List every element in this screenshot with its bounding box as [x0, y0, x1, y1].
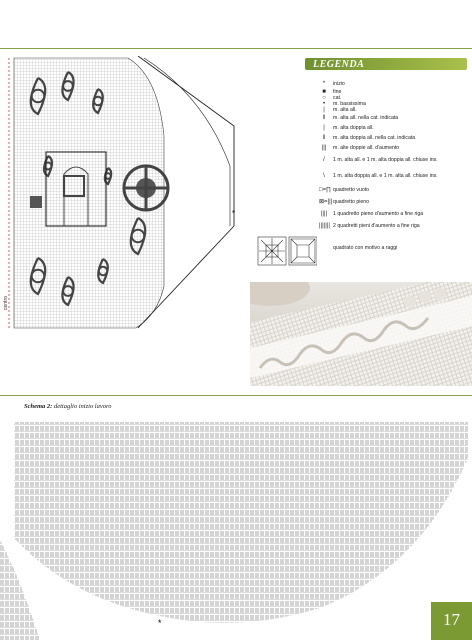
legend-item-label: fine [333, 89, 342, 95]
page-number: 17 [443, 610, 460, 629]
cluster-icon: / [323, 157, 325, 163]
asterisk-icon: * [322, 81, 326, 87]
legend-item-label: m. alte doppie all. d'aumento [333, 145, 400, 151]
increase-row-icon: ||||||| [319, 223, 330, 229]
stitch-icon: ‖ [322, 115, 326, 121]
section-divider [0, 395, 472, 396]
schema2-start-detail-chart [0, 418, 472, 640]
legend-item-label: cat. [333, 95, 342, 101]
cluster-icon: \ [323, 173, 325, 179]
stitch-icon: | [323, 125, 325, 131]
legend-item-label: inizio [333, 81, 345, 87]
schema2-title-rest: dettaglio inizio lavoro [52, 403, 112, 410]
filled-square-icon: ■ [322, 89, 326, 95]
legend-item-label: m. alta all. nella cat. indicata [333, 115, 399, 121]
legend-title: LEGENDA [313, 59, 365, 70]
increase-row-icon: |||| [320, 211, 328, 217]
legend-item-label: m. alta doppia all. [333, 125, 374, 131]
legend-item-label: quadretto vuoto [333, 187, 370, 193]
empty-square-icon: □=∏ [319, 187, 332, 193]
legend-item-label: m. bassissima [333, 101, 366, 107]
schema2-title-bold: Schema 2: [24, 403, 53, 410]
stitch-icon: ‖ [322, 135, 326, 141]
stitch-icon: | [323, 107, 325, 113]
legend-item-label: quadretto pieno [333, 199, 370, 205]
legend-item-label: 1 m. alta doppia all. e 1 m. alta all. chiuse ins. [333, 173, 438, 179]
chain-icon: ○ [322, 95, 326, 101]
lace-photo [250, 282, 472, 386]
start-asterisk-icon: * [232, 209, 236, 218]
legend-title-bar [305, 58, 467, 70]
start-asterisk-icon: * [158, 618, 162, 628]
legend [305, 58, 467, 268]
legend-item-label: quadrato con motivo a raggi [333, 245, 398, 251]
page-number-box [431, 602, 472, 640]
full-square-icon: ⊠=||| [319, 199, 333, 205]
legend-item-label: 1 quadretto pieno d'aumento a fine riga [333, 211, 424, 217]
top-divider [0, 48, 472, 49]
increase-icon: ||| [321, 145, 327, 151]
legend-item-label: m. alta all. [333, 107, 357, 113]
dot-icon: • [322, 101, 326, 107]
legend-item-label: m. alta doppia all. nella cat. indicata [333, 135, 416, 141]
legend-item-label: 2 quadretti pieni d'aumento a fine riga [333, 223, 420, 229]
radial-square-icon [257, 236, 317, 268]
legend-item-label: 1 m. alta all. e 1 m. alta doppia all. chiuse ins. [333, 157, 438, 163]
centro-label: centro [3, 296, 9, 310]
schema2-stitch-grid [0, 418, 472, 640]
rosette-motif [124, 166, 168, 210]
schema1-filet-chart [8, 56, 244, 330]
schema2-title [24, 403, 112, 410]
